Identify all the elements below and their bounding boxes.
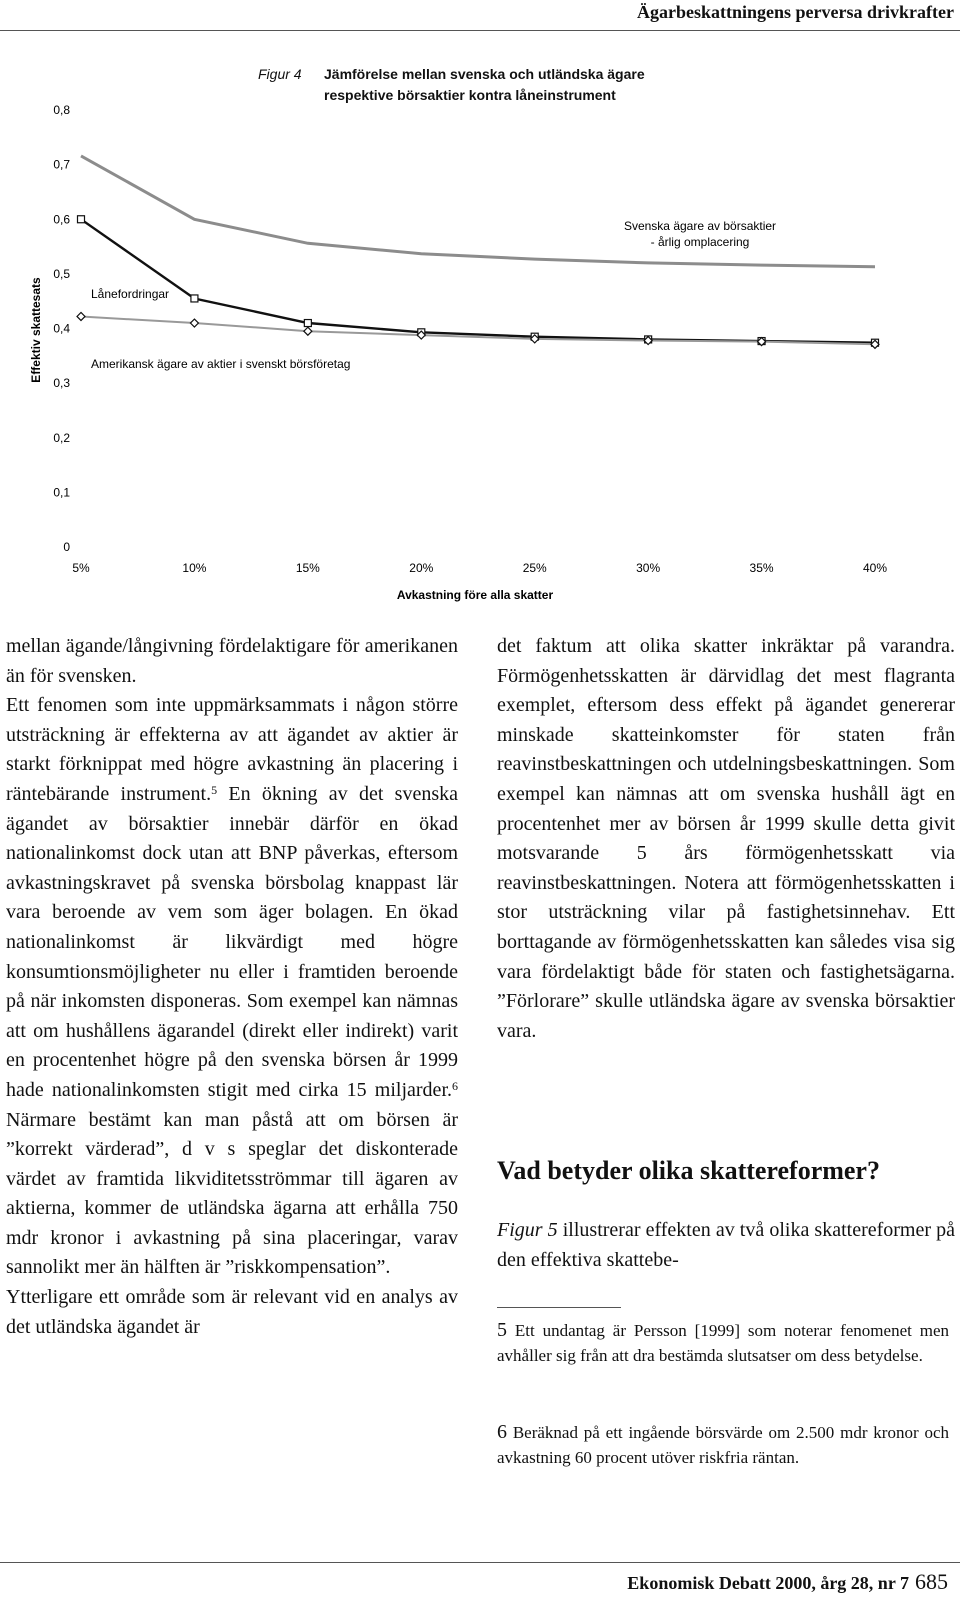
series-label-svenska-line1: Svenska ägare av börsaktier xyxy=(623,219,777,233)
diamond-point xyxy=(77,312,85,320)
figure-label: Figur 4 xyxy=(258,66,302,82)
figure-title-line2: respektive börsaktier kontra låneinstrument xyxy=(324,87,616,103)
paragraph: det faktum att olika skatter inkräktar på varandra. Förmögenhetsskatten är därvidlag det mest flagranta exemplet, eftersom dess effekt på ägandet genererar minskade skatteinkomster för staten från reavinstbeskattningen och utdelningsbeskattningen. Som exempel kan nämnas att om svenska hushåll ägt en procentenhet mer av börsen år 1999 skulle detta givit motsvarande 5 års förmögenhetsskatt via reavinstbeskattningen. Notera att förmögenhetsskatten i stor utsträckning vilar på fastighetsinnehav. Ett borttagande av förmögenhetsskatten kan således visa sig vara fördelaktigt både för staten och fastighetsägarna. ”Förlorare” skulle utländska ägare av svenska börsaktier vara. xyxy=(497,635,955,1042)
paragraph-text: En ökning av det svenska ägandet av börsaktier innebär därför en ökad nationalinkomst dock utan att BNP påverkas, eftersom avkastningskravet på svenska börsbolag knappast lär vara beroende av vem som äger bolagen. En ökad nationalinkomst är likvärdigt med högre konsumtionsmöjligheter nu eller i framtiden beroende på när inkomsten disponeras. Som exempel kan nämnas att om hushållens ägarandel (direkt eller indirekt) varit en procentenhet högre på den svenska börsen år 1999 hade nationalinkomsten stigit med cirka 15 miljarder. xyxy=(6,782,458,1101)
footnote xyxy=(497,1420,949,1470)
figure-reference: Figur 5 xyxy=(497,1219,558,1241)
footnote-rule xyxy=(497,1307,621,1308)
figure-title-line1: Jämförelse mellan svenska och utländska ägare xyxy=(324,66,645,82)
footnote-ref: 6 xyxy=(452,1078,458,1093)
footnote-text: Beräknad på ett ingående börsvärde om 2.500 mdr kronor och avkastning 60 procent utöver riskfria räntan. xyxy=(497,1423,949,1467)
footnote-text: Ett undantag är Persson [1999] som noterar fenomenet men avhåller sig från att dra bestämda slutsatser om dess betydelse. xyxy=(497,1321,949,1365)
y-tick-label: 0,2 xyxy=(53,430,70,445)
y-tick-label: 0,4 xyxy=(53,321,70,336)
footnote-number: 5 xyxy=(497,1319,507,1341)
square-point xyxy=(78,216,85,223)
x-tick-label: 20% xyxy=(409,561,434,575)
paragraph-text: Ett fenomen som inte uppmärksammats i någon större utsträckning är effekterna av att ägandet av aktier är starkt förknippat med högre avkastning än placering i räntebärande instrument. xyxy=(6,694,458,805)
x-tick-label: 35% xyxy=(749,561,774,575)
x-tick-label: 5% xyxy=(72,561,90,575)
running-header: Ägarbeskattningens perversa drivkrafter xyxy=(637,2,954,22)
y-tick-label: 0 xyxy=(63,540,70,554)
footnote-number: 6 xyxy=(497,1421,507,1443)
y-tick-label: 0,8 xyxy=(53,103,70,117)
square-point xyxy=(304,320,311,327)
paragraph xyxy=(6,691,458,1283)
y-tick-label: 0,7 xyxy=(53,157,70,172)
page-number: 685 xyxy=(915,1569,948,1594)
diamond-point xyxy=(190,319,198,327)
page-footer xyxy=(627,1569,948,1595)
y-axis-label: Effektiv skattesats xyxy=(29,277,43,383)
diamond-point xyxy=(304,327,312,335)
journal-name: Ekonomisk Debatt 2000, årg 28, nr 7 xyxy=(627,1573,909,1593)
series-label-amerikansk: Amerikansk ägare av aktier i svenskt börsföretag xyxy=(91,357,351,371)
x-tick-label: 40% xyxy=(862,561,888,575)
y-tick-label: 0,6 xyxy=(53,212,70,227)
square-point xyxy=(191,295,198,302)
series-label-svenska-line2: - årlig omplacering xyxy=(650,235,750,249)
y-tick-label: 0,1 xyxy=(53,485,70,500)
series-line-0 xyxy=(81,156,875,267)
body-column-right xyxy=(497,632,955,1046)
x-tick-label: 15% xyxy=(295,561,320,575)
footnote-ref: 5 xyxy=(211,782,218,797)
paragraph-text: Närmare bestämt kan man påstå att om börsen är ”korrekt värderad”, d v s speglar det diskonterade värdet av framtida likviditetsströmmar till ägaren av aktierna, kommer de utländska ägarna att erhålla 750 mdr kronor i avkastning på sina placeringar, varav sannolikt mer än hälften är ”riskkompensation”. xyxy=(6,1108,458,1279)
footnote xyxy=(497,1318,949,1368)
y-tick-label: 0,5 xyxy=(53,266,70,281)
x-axis-ticks xyxy=(72,561,887,575)
line-chart xyxy=(0,0,960,620)
x-axis-label: Avkastning före alla skatter xyxy=(396,588,554,602)
x-tick-label: 25% xyxy=(522,561,547,575)
body-column-left xyxy=(6,632,458,1342)
y-tick-label: 0,3 xyxy=(53,376,70,391)
paragraph-text: illustrerar effekten av två olika skattereformer på den effektiva skattebe- xyxy=(497,1219,955,1271)
section-heading: Vad betyder olika skattereformer? xyxy=(497,1156,880,1185)
y-axis-ticks xyxy=(53,103,70,554)
paragraph: Ytterligare ett område som är relevant vid en analys av det utländska ägandet är xyxy=(6,1286,458,1338)
x-tick-label: 10% xyxy=(182,561,207,575)
series-label-lanefordringar: Lånefordringar xyxy=(91,287,170,301)
x-tick-label: 30% xyxy=(636,561,661,575)
paragraph xyxy=(497,1216,955,1275)
paragraph: mellan ägande/långivning fördelaktigare för amerikanen än för svensken. xyxy=(6,635,458,687)
footer-rule xyxy=(0,1562,960,1563)
